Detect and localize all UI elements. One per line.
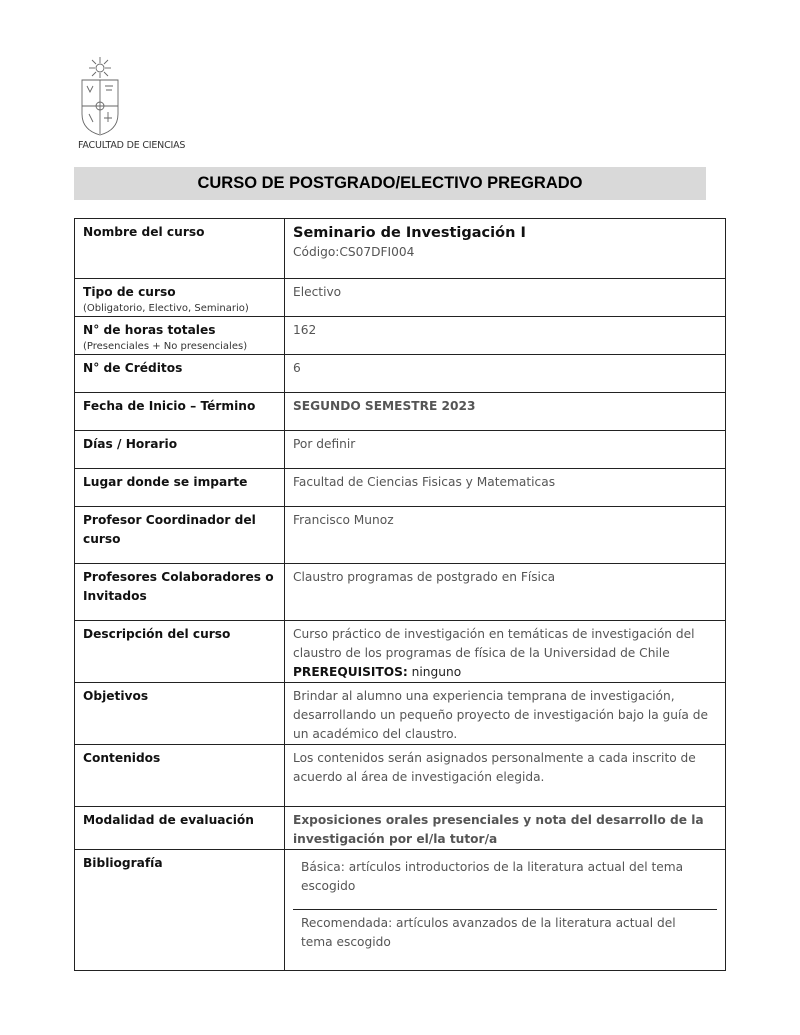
credits: 6	[285, 355, 726, 393]
evaluation: Exposiciones orales presenciales y nota del desarrollo de la investigación por el/la tutor/a	[285, 807, 726, 850]
row-course-name	[75, 219, 726, 279]
collaborators: Claustro programas de postgrado en Física	[285, 564, 726, 621]
course-info-table	[74, 218, 726, 971]
course-code: Código:CS07DFI004	[293, 245, 415, 259]
course-dates: SEGUNDO SEMESTRE 2023	[285, 393, 726, 431]
course-title-banner	[74, 167, 706, 200]
row-contents	[75, 745, 726, 807]
course-type-label: Tipo de curso	[83, 285, 176, 299]
hours-hint: (Presenciales + No presenciales)	[83, 341, 248, 352]
prerequisites	[293, 663, 717, 682]
row-dates	[75, 393, 726, 431]
row-coordinator	[75, 507, 726, 564]
bibliography-recommended: Recomendada: artículos avanzados de la literatura actual del tema escogido	[293, 909, 717, 970]
prerequisites-value: ninguno	[407, 665, 462, 679]
course-name-label: Nombre del curso	[75, 219, 285, 279]
row-description	[75, 621, 726, 683]
university-crest-logo	[78, 56, 122, 136]
credits-label: N° de Créditos	[75, 355, 285, 393]
bibliography-basic: Básica: artículos introductorios de la literatura actual del tema escogido	[301, 860, 684, 893]
description: Curso práctico de investigación en temáticas de investigación del claustro de los programas de física de la Universidad de Chile	[293, 627, 695, 660]
hours-label: N° de horas totales	[83, 323, 216, 337]
row-collaborators	[75, 564, 726, 621]
coordinator: Francisco Munoz	[285, 507, 726, 564]
hours-label-cell	[75, 317, 285, 355]
schedule-label: Días / Horario	[75, 431, 285, 469]
faculty-name: FACULTAD DE CIENCIAS	[78, 140, 186, 151]
description-label: Descripción del curso	[75, 621, 285, 683]
place: Facultad de Ciencias Fisicas y Matematicas	[285, 469, 726, 507]
contents-label: Contenidos	[75, 745, 285, 807]
prerequisites-label: PREREQUISITOS:	[293, 665, 408, 679]
course-name: Seminario de Investigación I	[293, 225, 526, 241]
course-type-hint: (Obligatorio, Electivo, Seminario)	[83, 303, 249, 314]
total-hours: 162	[285, 317, 726, 355]
bibliography-cell	[285, 850, 726, 971]
course-type-label-cell	[75, 279, 285, 317]
row-bibliography	[75, 850, 726, 971]
row-place	[75, 469, 726, 507]
coordinator-label: Profesor Coordinador del curso	[75, 507, 285, 564]
row-course-type	[75, 279, 726, 317]
dates-label: Fecha de Inicio – Término	[75, 393, 285, 431]
course-name-cell	[285, 219, 726, 279]
course-type: Electivo	[285, 279, 726, 317]
schedule: Por definir	[285, 431, 726, 469]
contents: Los contenidos serán asignados personalmente a cada inscrito de acuerdo al área de investigación elegida.	[285, 745, 726, 807]
objectives: Brindar al alumno una experiencia temprana de investigación, desarrollando un pequeño proyecto de investigación bajo la guía de un académico del claustro.	[285, 683, 726, 745]
place-label: Lugar donde se imparte	[75, 469, 285, 507]
row-total-hours	[75, 317, 726, 355]
bibliography-label: Bibliografía	[75, 850, 285, 971]
row-credits	[75, 355, 726, 393]
document-title: CURSO DE POSTGRADO/ELECTIVO PREGRADO	[197, 174, 583, 192]
description-cell	[285, 621, 726, 683]
row-objectives	[75, 683, 726, 745]
objectives-label: Objetivos	[75, 683, 285, 745]
row-evaluation	[75, 807, 726, 850]
row-schedule	[75, 431, 726, 469]
evaluation-label: Modalidad de evaluación	[75, 807, 285, 850]
collaborators-label: Profesores Colaboradores o Invitados	[75, 564, 285, 621]
